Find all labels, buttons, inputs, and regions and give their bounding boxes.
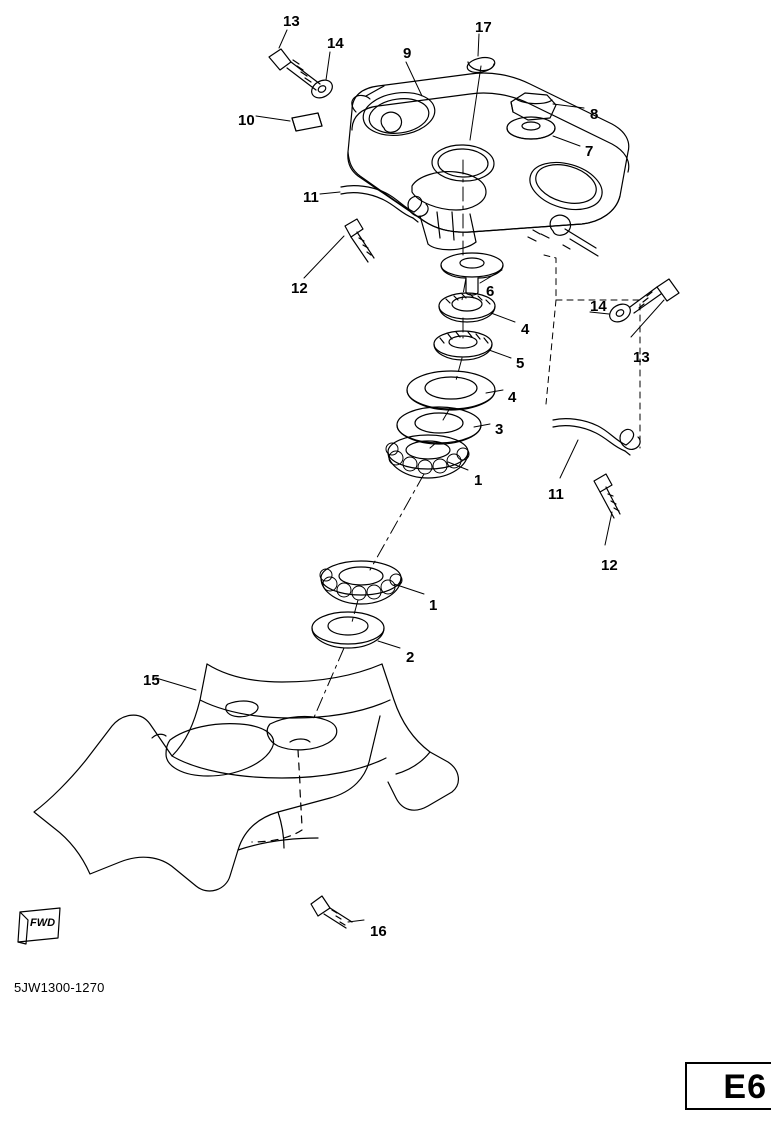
callout-9: 9 [403,45,412,62]
part-11-guide-lower [553,419,640,455]
callout-12-upper: 12 [291,280,308,297]
part-14-washer-left [308,77,335,102]
callout-13-upper-left: 13 [283,13,300,30]
callout-11-upper: 11 [303,189,319,206]
callout-1-lower: 1 [429,597,438,614]
callout-8: 8 [590,106,599,123]
part-8-nut [511,93,556,120]
callout-14-right: 14 [590,298,607,315]
part-11-guide-upper [341,186,428,222]
callout-14-upper-left: 14 [327,35,344,52]
callout-17: 17 [475,19,492,36]
callout-6: 6 [486,283,495,300]
callout-5: 5 [516,355,525,372]
callout-15: 15 [143,672,160,689]
callout-2: 2 [406,649,415,666]
callout-11-lower: 11 [548,486,564,503]
callout-12-lower: 12 [601,557,618,574]
part-15-cover [34,664,458,891]
part-4-race-lower [407,371,495,410]
part-12-bolt-lower [594,474,620,518]
part-5-nut [434,331,492,360]
fwd-label: FWD [30,917,56,929]
page-tab-label: E6 [723,1068,767,1106]
upper-bracket [348,73,629,256]
part-14-washer-right [606,301,633,326]
part-2-race [312,612,384,648]
callout-4-upper: 4 [521,321,530,338]
callout-4-lower: 4 [508,389,517,406]
part-1-bearing-lower [320,561,402,604]
part-3-race [397,407,481,444]
part-12-bolt-upper [345,219,374,262]
callout-3: 3 [495,421,504,438]
part-10-block [292,113,322,131]
part-13-bolt-left [269,49,320,90]
part-13-bolt-right [630,279,679,313]
part-17-cap [466,55,496,75]
callout-13-right: 13 [633,349,650,366]
callout-1-upper: 1 [474,472,483,489]
callout-16: 16 [370,923,387,940]
drawing-number: 5JW1300-1270 [14,980,105,995]
part-16-bolt [311,896,352,928]
callout-10: 10 [238,112,255,129]
callout-7: 7 [585,143,594,160]
